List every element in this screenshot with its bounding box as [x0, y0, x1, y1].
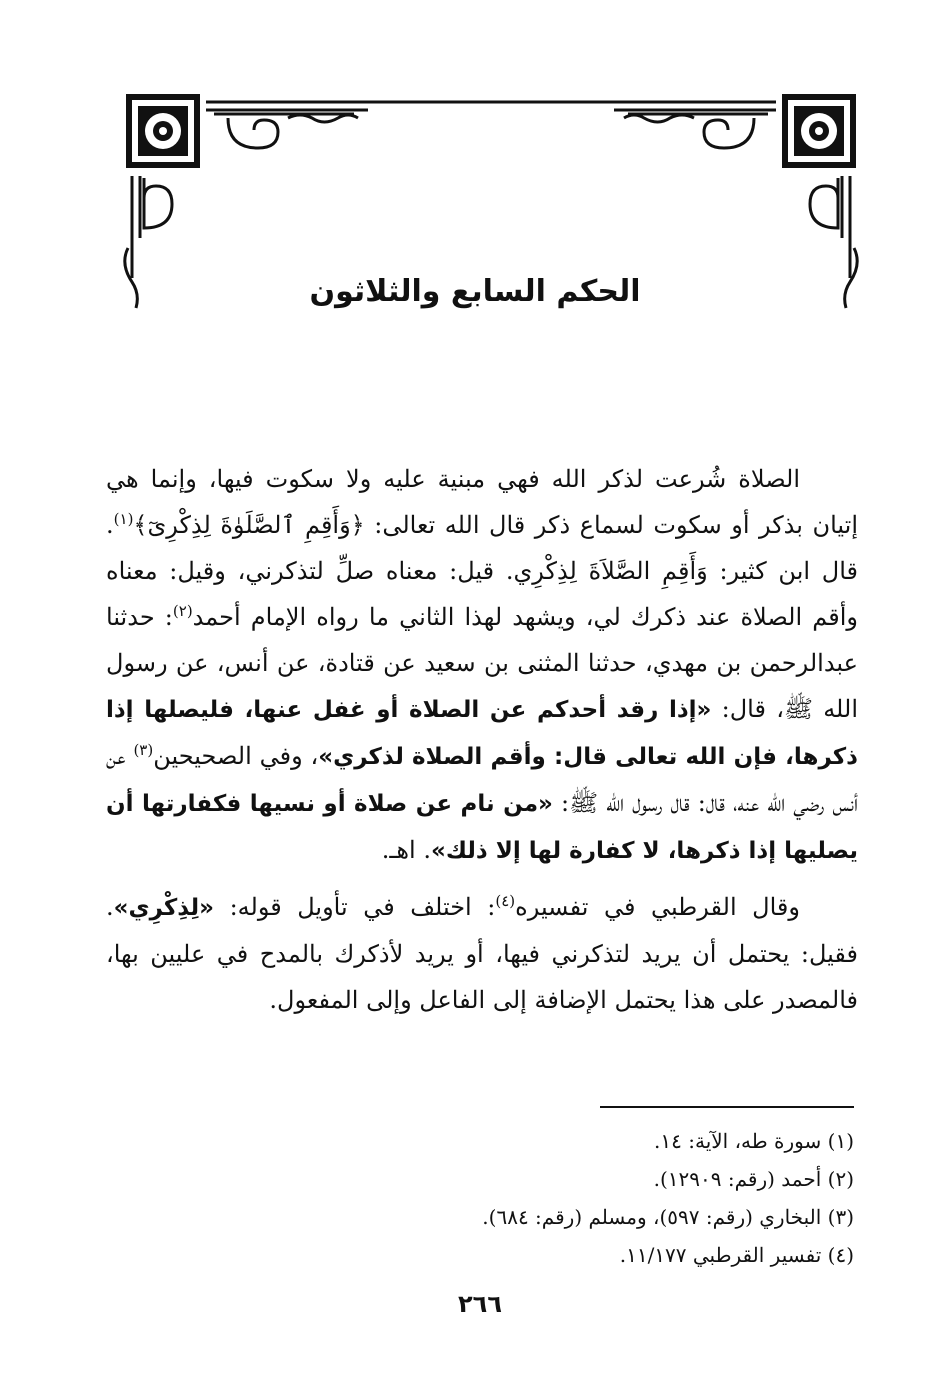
footnote: (٤) تفسير القرطبي ١١/١٧٧.	[619, 1243, 854, 1267]
footnote-ref: (٣)	[133, 741, 154, 759]
chapter-title: الحكم السابع والثلاثون	[309, 274, 641, 309]
paragraph	[106, 884, 858, 1023]
hadith-quote: «إذا رقد أحدكم عن الصلاة أو غفل عنها، فليصلها إذا ذكرها، فإن الله تعالى قال: وأقم الصلاة لذكري»	[106, 697, 858, 770]
footnote-ref: (١)	[113, 510, 134, 528]
paragraph	[106, 456, 858, 874]
text-run: وقال القرطبي في تفسيره	[515, 893, 800, 921]
footnote: (١) سورة طه، الآية: ١٤.	[654, 1129, 854, 1153]
text-run: . اهـ.	[381, 836, 431, 864]
footnote-ref: (٤)	[495, 892, 516, 910]
text-run: عن أنس رضي الله عنه، قال: قال رسول الله ﷺ:	[106, 742, 858, 817]
footnote: (٢) أحمد (رقم: ١٢٩٠٩).	[653, 1167, 854, 1191]
corner-rosette-right	[782, 94, 856, 168]
text-run: : حدثنا عبدالرحمن بن مهدي، حدثنا المثنى بن سعيد عن قتادة، عن أنس، عن رسول الله ﷺ، قال:	[106, 603, 858, 723]
text-run: فقيل: يحتمل أن يريد لتذكرني فيها، أو يريد لأذكرك بالمدح في عليين بها، فالمصدر على هذا يحتمل الإضافة إلى الفاعل وإلى المفعول.	[106, 940, 858, 1014]
text-run: ، وفي الصحيحين	[153, 742, 319, 770]
text-run: .	[106, 893, 114, 921]
page-number: ٢٦٦	[458, 1290, 502, 1318]
hadith-quote: «من نام عن صلاة أو نسيها فكفارتها أن يصليها إذا ذكرها، لا كفارة لها إلا ذلك»	[106, 791, 858, 864]
hadith-quote: «لِذِكْرِي»	[113, 895, 215, 921]
footnote-ref: (٢)	[172, 602, 193, 620]
text-run: : اختلف في تأويل قوله:	[214, 893, 496, 921]
main-text	[106, 456, 858, 1023]
footnote: (٣) البخاري (رقم: ٥٩٧)، ومسلم (رقم: ٦٨٤).	[482, 1205, 854, 1229]
footnote-separator	[600, 1106, 854, 1108]
text-run: . قال ابن كثير: وَأَقِمِ الصَّلاَةَ لِذِكْرِي. قيل: معناه صلِّ لتذكرني، وقيل: معناه وأقم الصلاة عند ذكرك لي، ويشهد لهذا الثاني ما رواه الإمام أحمد	[106, 511, 858, 631]
footnotes	[300, 1122, 854, 1274]
text-run: الصلاة شُرعت لذكر الله فهي مبنية عليه ولا سكوت فيها، وإنما هي إتيان بذكر أو سكوت لسماع ذكر قال الله تعالى: ﴿وَأَقِمِ ٱلصَّلَوٰةَ لِذِكْرِىٓ﴾	[106, 465, 858, 539]
corner-rosette-left	[126, 94, 200, 168]
